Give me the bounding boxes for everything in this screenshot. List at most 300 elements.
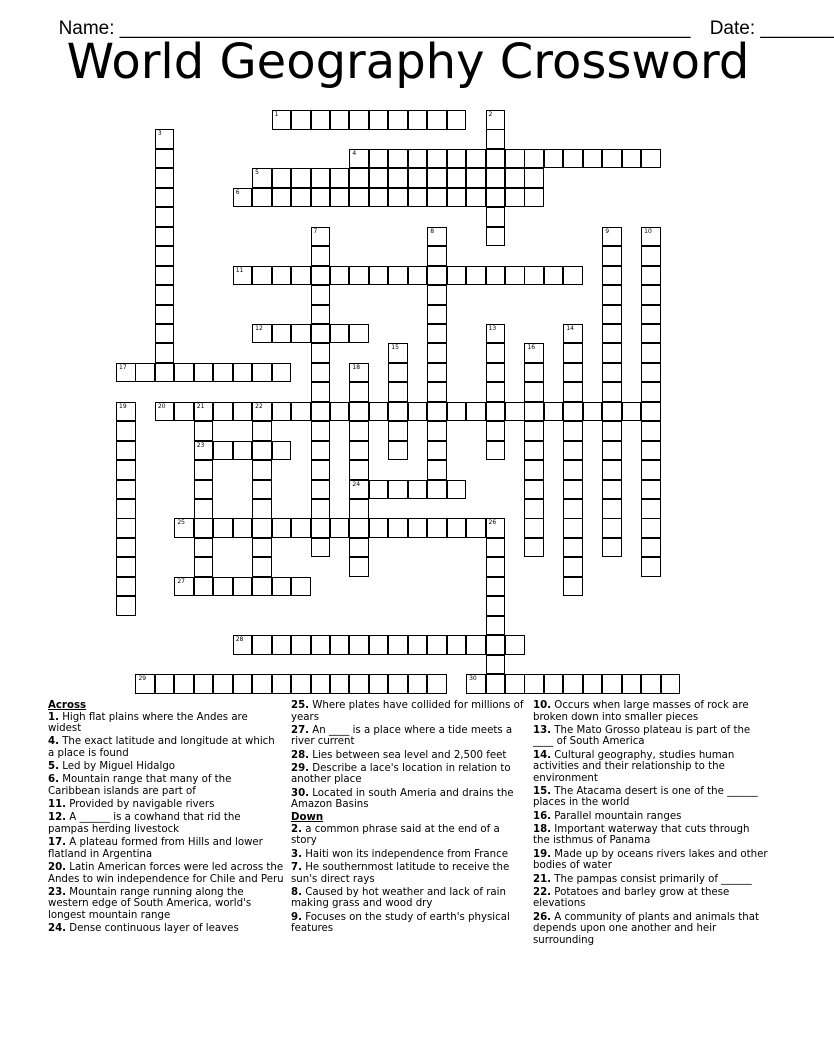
grid-cell[interactable] bbox=[116, 499, 136, 519]
grid-cell[interactable] bbox=[330, 168, 350, 188]
grid-cell[interactable] bbox=[272, 266, 292, 286]
grid-cell[interactable] bbox=[602, 421, 622, 441]
grid-cell[interactable] bbox=[213, 441, 233, 461]
grid-cell[interactable] bbox=[427, 518, 447, 538]
grid-cell[interactable] bbox=[194, 557, 214, 577]
grid-cell[interactable] bbox=[408, 480, 428, 500]
grid-cell[interactable] bbox=[427, 674, 447, 694]
grid-cell[interactable] bbox=[272, 441, 292, 461]
grid-cell[interactable] bbox=[252, 421, 272, 441]
grid-cell[interactable] bbox=[291, 188, 311, 208]
grid-cell[interactable] bbox=[311, 168, 331, 188]
grid-cell[interactable] bbox=[427, 227, 447, 247]
grid-cell[interactable] bbox=[349, 149, 369, 169]
grid-cell[interactable] bbox=[641, 305, 661, 325]
grid-cell[interactable] bbox=[369, 402, 389, 422]
grid-cell[interactable] bbox=[447, 266, 467, 286]
grid-cell[interactable] bbox=[408, 674, 428, 694]
grid-cell[interactable] bbox=[252, 480, 272, 500]
grid-cell[interactable] bbox=[233, 402, 253, 422]
grid-cell[interactable] bbox=[311, 246, 331, 266]
grid-cell[interactable] bbox=[563, 674, 583, 694]
grid-cell[interactable] bbox=[311, 674, 331, 694]
grid-cell[interactable] bbox=[563, 557, 583, 577]
grid-cell[interactable] bbox=[427, 363, 447, 383]
grid-cell[interactable] bbox=[155, 168, 175, 188]
grid-cell[interactable] bbox=[155, 266, 175, 286]
grid-cell[interactable] bbox=[563, 518, 583, 538]
grid-cell[interactable] bbox=[311, 363, 331, 383]
grid-cell[interactable] bbox=[505, 635, 525, 655]
grid-cell[interactable] bbox=[641, 246, 661, 266]
grid-cell[interactable] bbox=[252, 324, 272, 344]
grid-cell[interactable] bbox=[174, 363, 194, 383]
grid-cell[interactable] bbox=[291, 266, 311, 286]
grid-cell[interactable] bbox=[486, 421, 506, 441]
grid-cell[interactable] bbox=[155, 402, 175, 422]
grid-cell[interactable] bbox=[505, 266, 525, 286]
grid-cell[interactable] bbox=[486, 518, 506, 538]
date-blank[interactable]: _______ bbox=[755, 18, 834, 39]
grid-cell[interactable] bbox=[311, 480, 331, 500]
grid-cell[interactable] bbox=[213, 402, 233, 422]
grid-cell[interactable] bbox=[349, 402, 369, 422]
grid-cell[interactable] bbox=[194, 480, 214, 500]
grid-cell[interactable] bbox=[213, 577, 233, 597]
grid-cell[interactable] bbox=[486, 441, 506, 461]
grid-cell[interactable] bbox=[311, 518, 331, 538]
grid-cell[interactable] bbox=[155, 324, 175, 344]
grid-cell[interactable] bbox=[641, 480, 661, 500]
grid-cell[interactable] bbox=[369, 635, 389, 655]
grid-cell[interactable] bbox=[524, 382, 544, 402]
grid-cell[interactable] bbox=[369, 149, 389, 169]
grid-cell[interactable] bbox=[311, 110, 331, 130]
grid-cell[interactable] bbox=[349, 363, 369, 383]
grid-cell[interactable] bbox=[427, 305, 447, 325]
grid-cell[interactable] bbox=[349, 324, 369, 344]
grid-cell[interactable] bbox=[563, 499, 583, 519]
grid-cell[interactable] bbox=[155, 343, 175, 363]
grid-cell[interactable] bbox=[116, 518, 136, 538]
grid-cell[interactable] bbox=[272, 402, 292, 422]
grid-cell[interactable] bbox=[602, 518, 622, 538]
grid-cell[interactable] bbox=[486, 227, 506, 247]
grid-cell[interactable] bbox=[213, 518, 233, 538]
grid-cell[interactable] bbox=[427, 635, 447, 655]
grid-cell[interactable] bbox=[311, 343, 331, 363]
grid-cell[interactable] bbox=[194, 518, 214, 538]
grid-cell[interactable] bbox=[349, 421, 369, 441]
grid-cell[interactable] bbox=[194, 674, 214, 694]
grid-cell[interactable] bbox=[641, 343, 661, 363]
grid-cell[interactable] bbox=[447, 480, 467, 500]
grid-cell[interactable] bbox=[622, 402, 642, 422]
grid-cell[interactable] bbox=[349, 188, 369, 208]
grid-cell[interactable] bbox=[641, 421, 661, 441]
grid-cell[interactable] bbox=[486, 655, 506, 675]
grid-cell[interactable] bbox=[311, 188, 331, 208]
grid-cell[interactable] bbox=[427, 382, 447, 402]
grid-cell[interactable] bbox=[408, 168, 428, 188]
grid-cell[interactable] bbox=[408, 149, 428, 169]
grid-cell[interactable] bbox=[427, 460, 447, 480]
grid-cell[interactable] bbox=[602, 343, 622, 363]
grid-cell[interactable] bbox=[544, 266, 564, 286]
grid-cell[interactable] bbox=[602, 149, 622, 169]
grid-cell[interactable] bbox=[369, 188, 389, 208]
grid-cell[interactable] bbox=[408, 188, 428, 208]
grid-cell[interactable] bbox=[486, 577, 506, 597]
grid-cell[interactable] bbox=[311, 441, 331, 461]
grid-cell[interactable] bbox=[388, 168, 408, 188]
grid-cell[interactable] bbox=[427, 285, 447, 305]
grid-cell[interactable] bbox=[408, 402, 428, 422]
grid-cell[interactable] bbox=[524, 266, 544, 286]
grid-cell[interactable] bbox=[408, 110, 428, 130]
grid-cell[interactable] bbox=[505, 168, 525, 188]
grid-cell[interactable] bbox=[194, 421, 214, 441]
grid-cell[interactable] bbox=[272, 363, 292, 383]
grid-cell[interactable] bbox=[330, 188, 350, 208]
grid-cell[interactable] bbox=[155, 188, 175, 208]
grid-cell[interactable] bbox=[311, 285, 331, 305]
grid-cell[interactable] bbox=[252, 499, 272, 519]
grid-cell[interactable] bbox=[272, 188, 292, 208]
grid-cell[interactable] bbox=[661, 674, 681, 694]
grid-cell[interactable] bbox=[505, 402, 525, 422]
grid-cell[interactable] bbox=[155, 285, 175, 305]
grid-cell[interactable] bbox=[252, 518, 272, 538]
grid-cell[interactable] bbox=[524, 674, 544, 694]
grid-cell[interactable] bbox=[486, 557, 506, 577]
grid-cell[interactable] bbox=[641, 266, 661, 286]
grid-cell[interactable] bbox=[252, 168, 272, 188]
grid-cell[interactable] bbox=[563, 577, 583, 597]
grid-cell[interactable] bbox=[116, 421, 136, 441]
grid-cell[interactable] bbox=[602, 674, 622, 694]
grid-cell[interactable] bbox=[116, 538, 136, 558]
grid-cell[interactable] bbox=[213, 674, 233, 694]
grid-cell[interactable] bbox=[233, 441, 253, 461]
grid-cell[interactable] bbox=[330, 518, 350, 538]
grid-cell[interactable] bbox=[155, 305, 175, 325]
grid-cell[interactable] bbox=[272, 168, 292, 188]
grid-cell[interactable] bbox=[602, 499, 622, 519]
grid-cell[interactable] bbox=[544, 149, 564, 169]
grid-cell[interactable] bbox=[486, 188, 506, 208]
grid-cell[interactable] bbox=[272, 674, 292, 694]
grid-cell[interactable] bbox=[486, 402, 506, 422]
grid-cell[interactable] bbox=[233, 266, 253, 286]
grid-cell[interactable] bbox=[427, 324, 447, 344]
grid-cell[interactable] bbox=[641, 499, 661, 519]
grid-cell[interactable] bbox=[447, 110, 467, 130]
grid-cell[interactable] bbox=[447, 149, 467, 169]
grid-cell[interactable] bbox=[194, 441, 214, 461]
grid-cell[interactable] bbox=[291, 635, 311, 655]
grid-cell[interactable] bbox=[252, 538, 272, 558]
grid-cell[interactable] bbox=[330, 324, 350, 344]
grid-cell[interactable] bbox=[174, 577, 194, 597]
grid-cell[interactable] bbox=[388, 188, 408, 208]
grid-cell[interactable] bbox=[194, 460, 214, 480]
grid-cell[interactable] bbox=[116, 557, 136, 577]
grid-cell[interactable] bbox=[252, 557, 272, 577]
grid-cell[interactable] bbox=[641, 363, 661, 383]
grid-cell[interactable] bbox=[408, 266, 428, 286]
grid-cell[interactable] bbox=[330, 635, 350, 655]
grid-cell[interactable] bbox=[427, 266, 447, 286]
grid-cell[interactable] bbox=[155, 246, 175, 266]
grid-cell[interactable] bbox=[563, 266, 583, 286]
grid-cell[interactable] bbox=[602, 402, 622, 422]
grid-cell[interactable] bbox=[544, 674, 564, 694]
grid-cell[interactable] bbox=[272, 110, 292, 130]
grid-cell[interactable] bbox=[252, 577, 272, 597]
grid-cell[interactable] bbox=[486, 110, 506, 130]
grid-cell[interactable] bbox=[311, 324, 331, 344]
grid-cell[interactable] bbox=[369, 266, 389, 286]
grid-cell[interactable] bbox=[272, 577, 292, 597]
grid-cell[interactable] bbox=[466, 188, 486, 208]
grid-cell[interactable] bbox=[563, 538, 583, 558]
grid-cell[interactable] bbox=[252, 363, 272, 383]
grid-cell[interactable] bbox=[291, 324, 311, 344]
grid-cell[interactable] bbox=[369, 518, 389, 538]
grid-cell[interactable] bbox=[622, 149, 642, 169]
grid-cell[interactable] bbox=[272, 324, 292, 344]
grid-cell[interactable] bbox=[641, 538, 661, 558]
grid-cell[interactable] bbox=[291, 168, 311, 188]
grid-cell[interactable] bbox=[602, 305, 622, 325]
grid-cell[interactable] bbox=[174, 518, 194, 538]
grid-cell[interactable] bbox=[311, 421, 331, 441]
grid-cell[interactable] bbox=[524, 188, 544, 208]
grid-cell[interactable] bbox=[466, 635, 486, 655]
grid-cell[interactable] bbox=[563, 421, 583, 441]
grid-cell[interactable] bbox=[524, 538, 544, 558]
grid-cell[interactable] bbox=[311, 305, 331, 325]
grid-cell[interactable] bbox=[369, 674, 389, 694]
grid-cell[interactable] bbox=[486, 635, 506, 655]
grid-cell[interactable] bbox=[524, 480, 544, 500]
grid-cell[interactable] bbox=[349, 635, 369, 655]
grid-cell[interactable] bbox=[291, 674, 311, 694]
grid-cell[interactable] bbox=[427, 188, 447, 208]
grid-cell[interactable] bbox=[563, 382, 583, 402]
grid-cell[interactable] bbox=[486, 266, 506, 286]
grid-cell[interactable] bbox=[641, 402, 661, 422]
grid-cell[interactable] bbox=[524, 499, 544, 519]
grid-cell[interactable] bbox=[116, 596, 136, 616]
grid-cell[interactable] bbox=[563, 441, 583, 461]
grid-cell[interactable] bbox=[641, 382, 661, 402]
grid-cell[interactable] bbox=[349, 110, 369, 130]
grid-cell[interactable] bbox=[524, 402, 544, 422]
grid-cell[interactable] bbox=[408, 518, 428, 538]
grid-cell[interactable] bbox=[505, 188, 525, 208]
grid-cell[interactable] bbox=[447, 518, 467, 538]
grid-cell[interactable] bbox=[388, 149, 408, 169]
grid-cell[interactable] bbox=[602, 363, 622, 383]
grid-cell[interactable] bbox=[408, 635, 428, 655]
grid-cell[interactable] bbox=[291, 518, 311, 538]
grid-cell[interactable] bbox=[252, 674, 272, 694]
grid-cell[interactable] bbox=[466, 168, 486, 188]
grid-cell[interactable] bbox=[486, 596, 506, 616]
grid-cell[interactable] bbox=[563, 402, 583, 422]
grid-cell[interactable] bbox=[486, 616, 506, 636]
grid-cell[interactable] bbox=[486, 168, 506, 188]
grid-cell[interactable] bbox=[155, 207, 175, 227]
grid-cell[interactable] bbox=[524, 441, 544, 461]
grid-cell[interactable] bbox=[311, 382, 331, 402]
grid-cell[interactable] bbox=[602, 538, 622, 558]
grid-cell[interactable] bbox=[116, 402, 136, 422]
grid-cell[interactable] bbox=[388, 402, 408, 422]
grid-cell[interactable] bbox=[116, 577, 136, 597]
grid-cell[interactable] bbox=[641, 285, 661, 305]
grid-cell[interactable] bbox=[447, 635, 467, 655]
grid-cell[interactable] bbox=[622, 674, 642, 694]
grid-cell[interactable] bbox=[563, 324, 583, 344]
grid-cell[interactable] bbox=[311, 460, 331, 480]
grid-cell[interactable] bbox=[311, 538, 331, 558]
grid-cell[interactable] bbox=[466, 518, 486, 538]
grid-cell[interactable] bbox=[524, 363, 544, 383]
grid-cell[interactable] bbox=[486, 674, 506, 694]
grid-cell[interactable] bbox=[563, 480, 583, 500]
grid-cell[interactable] bbox=[447, 402, 467, 422]
grid-cell[interactable] bbox=[349, 499, 369, 519]
grid-cell[interactable] bbox=[233, 518, 253, 538]
grid-cell[interactable] bbox=[641, 227, 661, 247]
grid-cell[interactable] bbox=[330, 402, 350, 422]
grid-cell[interactable] bbox=[116, 363, 136, 383]
grid-cell[interactable] bbox=[252, 266, 272, 286]
grid-cell[interactable] bbox=[427, 421, 447, 441]
grid-cell[interactable] bbox=[349, 266, 369, 286]
grid-cell[interactable] bbox=[194, 499, 214, 519]
grid-cell[interactable] bbox=[388, 266, 408, 286]
grid-cell[interactable] bbox=[524, 421, 544, 441]
grid-cell[interactable] bbox=[524, 149, 544, 169]
grid-cell[interactable] bbox=[427, 110, 447, 130]
grid-cell[interactable] bbox=[641, 441, 661, 461]
grid-cell[interactable] bbox=[427, 441, 447, 461]
grid-cell[interactable] bbox=[602, 324, 622, 344]
grid-cell[interactable] bbox=[311, 499, 331, 519]
grid-cell[interactable] bbox=[194, 363, 214, 383]
grid-cell[interactable] bbox=[174, 402, 194, 422]
grid-cell[interactable] bbox=[116, 460, 136, 480]
grid-cell[interactable] bbox=[330, 266, 350, 286]
grid-cell[interactable] bbox=[155, 363, 175, 383]
grid-cell[interactable] bbox=[427, 168, 447, 188]
grid-cell[interactable] bbox=[427, 246, 447, 266]
grid-cell[interactable] bbox=[272, 518, 292, 538]
grid-cell[interactable] bbox=[311, 266, 331, 286]
grid-cell[interactable] bbox=[563, 149, 583, 169]
grid-cell[interactable] bbox=[349, 168, 369, 188]
grid-cell[interactable] bbox=[311, 635, 331, 655]
grid-cell[interactable] bbox=[349, 480, 369, 500]
grid-cell[interactable] bbox=[252, 635, 272, 655]
grid-cell[interactable] bbox=[291, 110, 311, 130]
grid-cell[interactable] bbox=[602, 246, 622, 266]
grid-cell[interactable] bbox=[388, 635, 408, 655]
grid-cell[interactable] bbox=[330, 674, 350, 694]
grid-cell[interactable] bbox=[486, 538, 506, 558]
grid-cell[interactable] bbox=[349, 460, 369, 480]
grid-cell[interactable] bbox=[583, 149, 603, 169]
grid-cell[interactable] bbox=[311, 227, 331, 247]
grid-cell[interactable] bbox=[544, 402, 564, 422]
grid-cell[interactable] bbox=[388, 421, 408, 441]
grid-cell[interactable] bbox=[252, 460, 272, 480]
grid-cell[interactable] bbox=[466, 266, 486, 286]
grid-cell[interactable] bbox=[524, 518, 544, 538]
grid-cell[interactable] bbox=[116, 441, 136, 461]
grid-cell[interactable] bbox=[602, 227, 622, 247]
grid-cell[interactable] bbox=[252, 188, 272, 208]
grid-cell[interactable] bbox=[213, 363, 233, 383]
grid-cell[interactable] bbox=[388, 343, 408, 363]
grid-cell[interactable] bbox=[369, 168, 389, 188]
grid-cell[interactable] bbox=[427, 402, 447, 422]
grid-cell[interactable] bbox=[155, 129, 175, 149]
grid-cell[interactable] bbox=[252, 441, 272, 461]
grid-cell[interactable] bbox=[447, 168, 467, 188]
grid-cell[interactable] bbox=[194, 538, 214, 558]
grid-cell[interactable] bbox=[388, 110, 408, 130]
grid-cell[interactable] bbox=[466, 149, 486, 169]
grid-cell[interactable] bbox=[466, 402, 486, 422]
grid-cell[interactable] bbox=[486, 207, 506, 227]
grid-cell[interactable] bbox=[116, 480, 136, 500]
grid-cell[interactable] bbox=[583, 674, 603, 694]
grid-cell[interactable] bbox=[602, 441, 622, 461]
grid-cell[interactable] bbox=[233, 577, 253, 597]
grid-cell[interactable] bbox=[524, 168, 544, 188]
grid-cell[interactable] bbox=[155, 227, 175, 247]
grid-cell[interactable] bbox=[641, 324, 661, 344]
name-blank[interactable]: ______________________________________________________ bbox=[114, 18, 696, 39]
grid-cell[interactable] bbox=[602, 382, 622, 402]
grid-cell[interactable] bbox=[349, 538, 369, 558]
grid-cell[interactable] bbox=[135, 674, 155, 694]
grid-cell[interactable] bbox=[563, 363, 583, 383]
grid-cell[interactable] bbox=[486, 324, 506, 344]
grid-cell[interactable] bbox=[174, 674, 194, 694]
grid-cell[interactable] bbox=[641, 518, 661, 538]
grid-cell[interactable] bbox=[349, 674, 369, 694]
grid-cell[interactable] bbox=[505, 149, 525, 169]
grid-cell[interactable] bbox=[602, 285, 622, 305]
grid-cell[interactable] bbox=[388, 441, 408, 461]
grid-cell[interactable] bbox=[641, 674, 661, 694]
grid-cell[interactable] bbox=[505, 674, 525, 694]
grid-cell[interactable] bbox=[233, 188, 253, 208]
grid-cell[interactable] bbox=[233, 674, 253, 694]
grid-cell[interactable] bbox=[486, 129, 506, 149]
grid-cell[interactable] bbox=[641, 557, 661, 577]
grid-cell[interactable] bbox=[427, 343, 447, 363]
grid-cell[interactable] bbox=[388, 674, 408, 694]
grid-cell[interactable] bbox=[466, 674, 486, 694]
grid-cell[interactable] bbox=[194, 577, 214, 597]
